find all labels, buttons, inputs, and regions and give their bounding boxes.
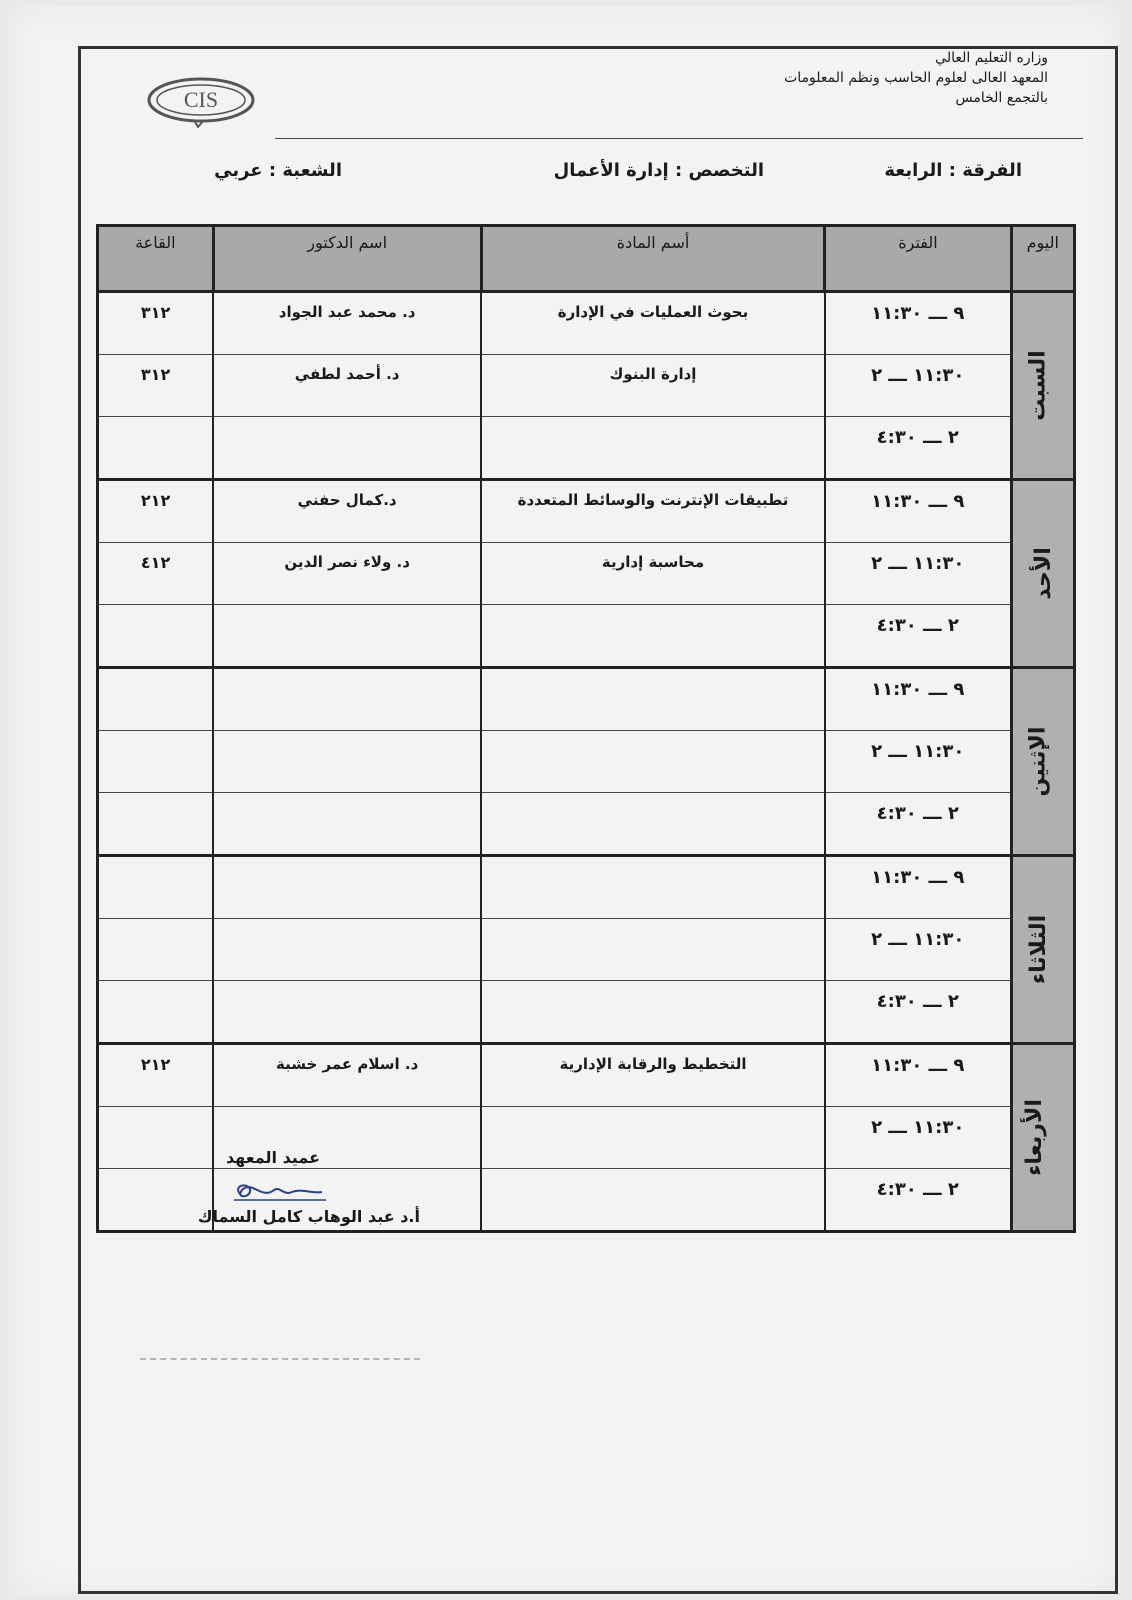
header-day: اليوم [1011,226,1074,292]
subject-cell: التخطيط والرقابة الإدارية [481,1044,825,1107]
header-subject: أسم المادة [481,226,825,292]
room-cell [98,981,214,1044]
period-cell: ٩ ـــ ١١:٣٠ [825,668,1011,731]
subject-cell: بحوث العمليات في الإدارة [481,292,825,355]
header-room: القاعة [98,226,214,292]
room-cell: ٤١٢ [98,543,214,605]
logo-text: CIS [183,87,219,112]
doctor-cell: د.كمال حفني [213,480,481,543]
period-cell: ٩ ـــ ١١:٣٠ [825,480,1011,543]
table-row [98,793,1075,856]
subject-cell [481,668,825,731]
doctor-cell [213,668,481,731]
section-label: الشعبة : عربي [214,160,342,181]
table-row [98,605,1075,668]
dean-name: أ.د عبد الوهاب كامل السماك [197,1207,420,1226]
doctor-cell [213,981,481,1044]
doctor-cell: د. محمد عبد الجواد [213,292,481,355]
day-cell [1011,1044,1074,1232]
period-cell: ٢ ـــ ٤:٣٠ [825,605,1011,668]
subject-cell: إدارة البنوك [481,355,825,417]
header-doctor: اسم الدكتور [213,226,481,292]
room-cell: ٣١٢ [98,292,214,355]
day-cell [1011,292,1074,480]
subject-cell: تطبيقات الإنترنت والوسائط المتعددة [481,480,825,543]
doctor-cell [213,919,481,981]
table-row [98,417,1075,480]
period-cell: ١١:٣٠ ـــ ٢ [825,355,1011,417]
period-cell: ٩ ـــ ١١:٣٠ [825,1044,1011,1107]
major-label: التخصص : إدارة الأعمال [553,160,764,181]
subject-cell [481,981,825,1044]
day-name: الأحد [1030,547,1056,600]
class-label: الفرقة : الرابعة [884,160,1022,181]
period-cell: ١١:٣٠ ـــ ٢ [825,731,1011,793]
institute-logo [146,76,256,128]
doctor-cell [213,856,481,919]
header-period: الفترة [825,226,1011,292]
room-cell: ٢١٢ [98,1044,214,1107]
schedule-body [98,292,1075,1232]
period-cell: ٩ ـــ ١١:٣٠ [825,292,1011,355]
day-cell [1011,856,1074,1044]
room-cell [98,668,214,731]
table-row [98,355,1075,417]
doctor-cell: د. ولاء نصر الدين [213,543,481,605]
period-cell: ٢ ـــ ٤:٣٠ [825,793,1011,856]
subject-cell [481,417,825,480]
room-cell [98,605,214,668]
room-cell: ٢١٢ [98,480,214,543]
subject-cell [481,919,825,981]
dean-signature [222,1178,332,1204]
subject-cell [481,856,825,919]
header-row [98,226,1075,292]
subject-cell [481,1169,825,1232]
period-cell: ٢ ـــ ٤:٣٠ [825,1169,1011,1232]
doctor-cell [213,731,481,793]
room-cell [98,793,214,856]
doctor-cell [213,605,481,668]
day-cell [1011,480,1074,668]
dean-title: عميد المعهد [225,1148,320,1167]
day-name: الأربعاء [1022,1099,1048,1176]
table-row [98,292,1075,355]
faint-dotted-line [140,1358,420,1360]
subject-cell: محاسبة إدارية [481,543,825,605]
subject-cell [481,793,825,856]
day-name: الثلاثاء [1025,914,1051,985]
subject-cell [481,731,825,793]
table-row [98,1044,1075,1107]
table-row [98,480,1075,543]
ministry-line: وزاره التعليم العالي [935,50,1048,66]
period-cell: ١١:٣٠ ـــ ٢ [825,543,1011,605]
doctor-cell: د. اسلام عمر خشبة [213,1044,481,1107]
table-row [98,919,1075,981]
room-cell [98,417,214,480]
table-row [98,981,1075,1044]
subject-cell [481,1107,825,1169]
doctor-cell [213,417,481,480]
location-line: بالتجمع الخامس [955,90,1048,106]
period-cell: ١١:٣٠ ـــ ٢ [825,1107,1011,1169]
subject-cell [481,605,825,668]
table-row [98,668,1075,731]
room-cell [98,731,214,793]
doctor-cell: د. أحمد لطفي [213,355,481,417]
table-row [98,731,1075,793]
table-row [98,856,1075,919]
table-row [98,543,1075,605]
schedule-table [96,224,1076,1233]
header-divider [275,138,1083,139]
day-name: السبت [1025,350,1051,421]
room-cell [98,856,214,919]
institute-line: المعهد العالى لعلوم الحاسب ونظم المعلومات [784,70,1048,86]
institution-header [688,48,1048,108]
room-cell: ٣١٢ [98,355,214,417]
period-cell: ٢ ـــ ٤:٣٠ [825,981,1011,1044]
period-cell: ١١:٣٠ ـــ ٢ [825,919,1011,981]
day-cell [1011,668,1074,856]
room-cell [98,919,214,981]
period-cell: ٢ ـــ ٤:٣٠ [825,417,1011,480]
period-cell: ٩ ـــ ١١:٣٠ [825,856,1011,919]
doctor-cell [213,793,481,856]
day-name: الإثنين [1025,726,1051,797]
